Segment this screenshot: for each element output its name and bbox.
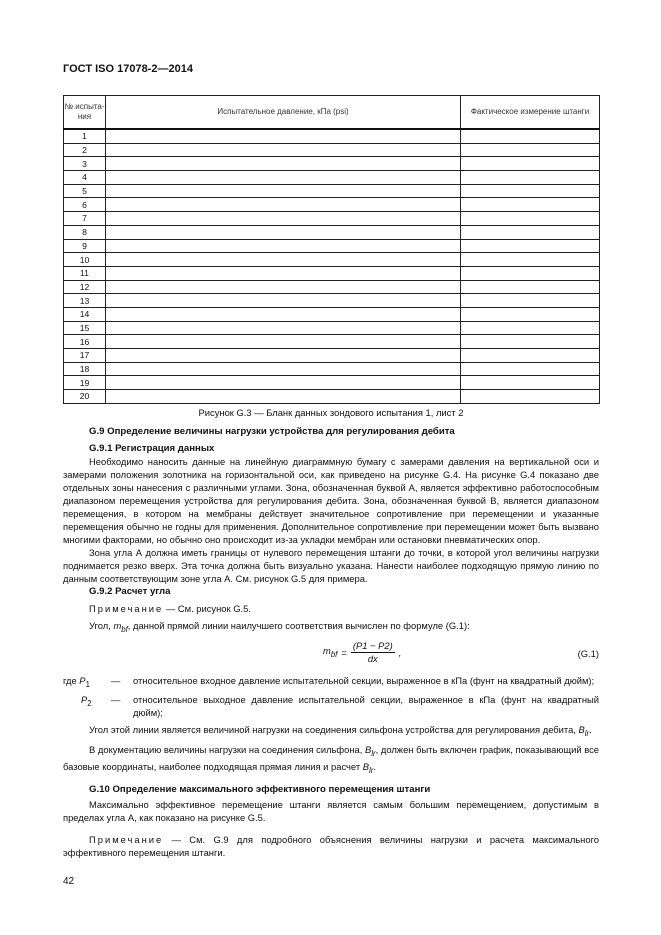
table-row [64, 239, 600, 253]
pressure-cell [106, 184, 461, 198]
test-number: 14 [64, 307, 106, 321]
table-row [64, 143, 600, 157]
measurement-cell [461, 198, 600, 212]
table-row [64, 294, 600, 308]
data-form-table [63, 95, 600, 404]
table-row [64, 280, 600, 294]
pressure-cell [106, 390, 461, 404]
table-row [64, 266, 600, 280]
measurement-cell [461, 321, 600, 335]
test-number: 4 [64, 171, 106, 185]
test-number: 6 [64, 198, 106, 212]
table-row [64, 390, 600, 404]
pressure-cell [106, 266, 461, 280]
pressure-cell [106, 171, 461, 185]
equation-number: (G.1) [577, 647, 599, 659]
pressure-cell [106, 198, 461, 212]
measurement-cell [461, 171, 600, 185]
measurement-cell [461, 184, 600, 198]
pressure-cell [106, 225, 461, 239]
measurement-cell [461, 294, 600, 308]
table-row [64, 307, 600, 321]
test-number: 1 [64, 129, 106, 143]
table-row [64, 171, 600, 185]
paragraph: Необходимо наносить данные на линейную диаграммную бумагу с замерами давления на вертикальной оси и замерами положения золотника на горизонтальной оси, как приведено на рисунке G.4. На рисунке G.4 показано две отдельных зоны нанесения с различными углами. Зона, обозначенная буквой А, является эффективно работоспособным диапазоном перемещения устройства для регулирования дебита. Зона, обозначенная буквой В, является диапазоном перемещения, в котором на мембраны действует значительное сопротивление при перемещении и указанные перемещения обычно не годны для применения. Дополнительное сопротивление при перемещении может быть вызвано многими факторами, но обычно оно происходит из-за укладки мембран или остановки пневматических опор. [63, 456, 599, 545]
pressure-cell [106, 143, 461, 157]
test-number: 20 [64, 390, 106, 404]
test-number: 16 [64, 335, 106, 349]
col-header-pressure: Испытательное давление, кПа (psi) [106, 96, 461, 130]
section-heading-g10: G.10 Определение максимального эффективного перемещения штанги [89, 784, 431, 796]
note: Примечание — См. рисунок G.5. [89, 603, 251, 614]
table-row [64, 198, 600, 212]
col-header-test-no: № испыта-ния [64, 96, 106, 130]
test-number: 12 [64, 280, 106, 294]
table-row [64, 335, 600, 349]
test-number: 11 [64, 266, 106, 280]
measurement-cell [461, 225, 600, 239]
measurement-cell [461, 376, 600, 390]
table-row [64, 253, 600, 267]
table-row [64, 184, 600, 198]
pressure-cell [106, 349, 461, 363]
test-number: 17 [64, 349, 106, 363]
table-row [64, 362, 600, 376]
pressure-cell [106, 212, 461, 226]
paragraph: Угол, $m_{bf}$, данной прямой линии наилучшего соответствия вычислен по формуле (G.1): [89, 620, 470, 634]
table-row [64, 376, 600, 390]
paragraph: Зона угла А должна иметь границы от нулевого перемещения штанги до точки, в которой угол величины нагрузки поднимается резко вверх. Эта точка должна быть визуально указана. Нанести наиболее подходящую прямую линию по данным соответствующим зоне угла А. См. рисунок G.5 для примера. [63, 547, 599, 584]
pressure-cell [106, 253, 461, 267]
test-number: 18 [64, 362, 106, 376]
pressure-cell [106, 294, 461, 308]
test-number: 9 [64, 239, 106, 253]
measurement-cell [461, 307, 600, 321]
measurement-cell [461, 157, 600, 171]
paragraph: Угол этой линии является величиной нагрузки на соединения сильфона устройства для регулирования дебита, $B_{lr}$. [89, 723, 592, 738]
section-heading-g92: G.9.2 Расчет угла [89, 586, 171, 597]
running-header: ГОСТ ISO 17078-2—2014 [63, 63, 193, 75]
section-heading-g91: G.9.1 Регистрация данных [89, 443, 215, 454]
definition-p2: $P_2$ — относительное выходное давление испытательной секции, выраженное в кПа (фунт на квадратный дюйм); [81, 693, 599, 718]
table-row [64, 212, 600, 226]
pressure-cell [106, 362, 461, 376]
col-header-measurement: Фактическое измерение штанги [461, 96, 600, 130]
measurement-cell [461, 266, 600, 280]
measurement-cell [461, 143, 600, 157]
pressure-cell [106, 307, 461, 321]
measurement-cell [461, 129, 600, 143]
page-number: 42 [63, 876, 75, 887]
measurement-cell [461, 362, 600, 376]
measurement-cell [461, 239, 600, 253]
table-row [64, 129, 600, 143]
test-number: 5 [64, 184, 106, 198]
paragraph: Максимально эффективное перемещение штанги является самым большим перемещением, допустимым в пределах угла А, как показано на рисунке G.5. [63, 799, 599, 824]
test-number: 13 [64, 294, 106, 308]
measurement-cell [461, 335, 600, 349]
table-row [64, 349, 600, 363]
measurement-cell [461, 253, 600, 267]
test-number: 19 [64, 376, 106, 390]
test-number: 3 [64, 157, 106, 171]
figure-caption: Рисунок G.3 — Бланк данных зондового испытания 1, лист 2 [198, 407, 464, 418]
pressure-cell [106, 280, 461, 294]
pressure-cell [106, 239, 461, 253]
table-row [64, 321, 600, 335]
test-number: 10 [64, 253, 106, 267]
table-row [64, 157, 600, 171]
pressure-cell [106, 321, 461, 335]
test-number: 2 [64, 143, 106, 157]
test-number: 7 [64, 212, 106, 226]
definition-p1: где $P_1$ — относительное входное давление испытательной секции, выраженное в кПа (фунт на квадратный дюйм); [63, 674, 595, 689]
test-number: 8 [64, 225, 106, 239]
measurement-cell [461, 390, 600, 404]
formula-g1: $m_{bf}$ = $\frac{(P1 - P2)}{dx}$ , (G.1) [323, 639, 599, 664]
section-heading-g9: G.9 Определение величины нагрузки устройства для регулирования дебита [89, 426, 455, 437]
pressure-cell [106, 129, 461, 143]
table-row [64, 225, 600, 239]
pressure-cell [106, 157, 461, 171]
note: Примечание — См. G.9 для подробного объяснения величины нагрузки и расчета максимального эффективного перемещения штанги. [63, 834, 599, 859]
pressure-cell [106, 376, 461, 390]
paragraph: В документацию величины нагрузки на соединения сильфона, $B_{lr}$, должен быть включен график, показывающий все базовые координаты, наиболее подходящая прямая линия и расчет $B_{lr}$. [63, 743, 600, 775]
measurement-cell [461, 349, 600, 363]
measurement-cell [461, 212, 600, 226]
test-number: 15 [64, 321, 106, 335]
measurement-cell [461, 280, 600, 294]
pressure-cell [106, 335, 461, 349]
